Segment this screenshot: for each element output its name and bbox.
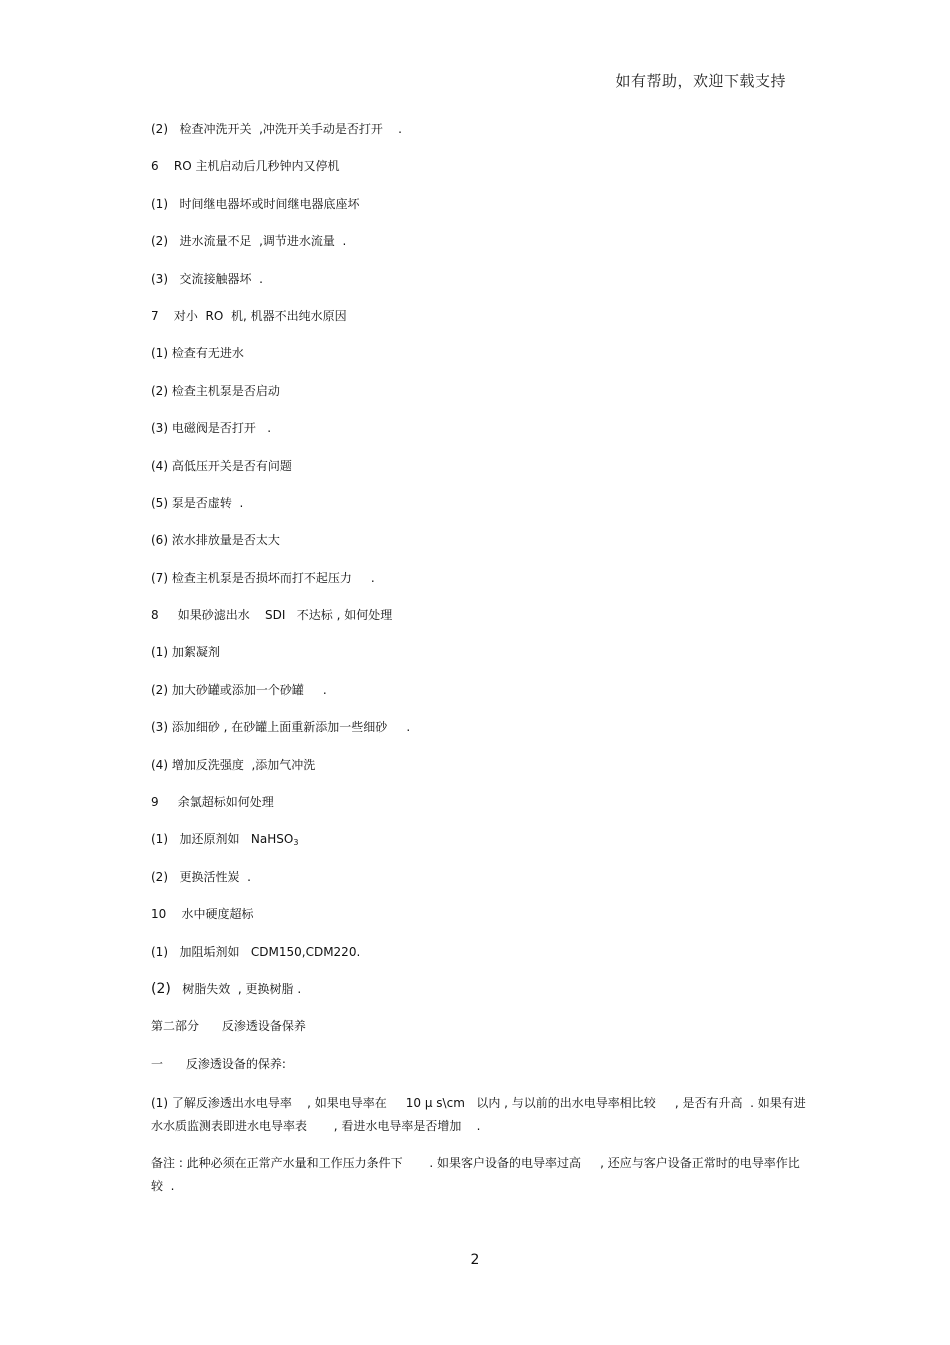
header-note: 如有帮助，欢迎下载支持 [615,72,786,90]
item-number: (1) [151,645,168,660]
item-number: (1) [151,346,168,361]
item-number: (4) [151,757,168,772]
list-item [151,457,811,494]
item-text: 时间继电器坏或时间继电器底座坏 [168,196,360,211]
item-number: (3) [151,421,168,436]
list-item [151,905,811,942]
item-text: 高低压开关是否有问题 [168,458,292,473]
item-text: 树脂失效 , 更换树脂 . [170,981,302,996]
subscript: 3 [293,838,299,848]
paragraph-note: 备注 : 此种必须在正常产水量和工作压力条件下 . 如果客户设备的电导率过高 , 还应与客户设备正常时的电导率作比较 . [151,1156,800,1194]
item-text: 加阻垢剂如 CDM150,CDM220. [168,944,361,959]
list-item [151,270,811,307]
list-item [151,643,811,680]
list-item [151,419,811,456]
item-text: 交流接触器坏 . [168,271,263,286]
item-text: 加还原剂如 NaHSO [168,832,294,847]
list-item [151,120,811,157]
item-number: (6) [151,533,168,548]
item-number: 8 [151,608,159,623]
item-text: 检查主机泵是否启动 [168,383,280,398]
item-text: 加大砂罐或添加一个砂罐 . [168,682,327,697]
item-text: 电磁阀是否打开 . [168,421,272,436]
item-text: 水中硬度超标 [166,907,254,922]
list-item [151,494,811,531]
document-body [151,120,811,1212]
list-item [151,943,811,980]
list-item [151,756,811,793]
list-item [151,793,811,830]
item-text: 进水流量不足 ,调节进水流量 . [168,234,347,249]
item-text: 检查主机泵是否损坏而打不起压力 . [168,570,375,585]
item-text: 检查有无进水 [168,346,244,361]
list-item [151,195,811,232]
item-number: (2) [151,682,168,697]
item-number: (2) [151,122,168,136]
list-item [151,382,811,419]
item-number: (2) [151,234,168,249]
list-item [151,868,811,905]
list-item [151,830,811,867]
list-item [151,681,811,718]
item-number: (4) [151,458,168,473]
item-text: 检查冲洗开关 ,冲洗开关手动是否打开 . [168,122,402,136]
list-item [151,157,811,194]
item-text: 如果砂滤出水 SDI 不达标 , 如何处理 [158,608,393,623]
list-item [151,718,811,755]
item-number: (2) [151,383,168,398]
list-item [151,980,811,1017]
paragraph: (1) 了解反渗透出水电导率 , 如果电导率在 10 μ s\cm 以内 , 与以前的出水电导率相比较 , 是否有升高 . 如果有进水水质监测表即进水电导率表 , 看进水电导率是否增加 . [151,1096,806,1134]
item-number: (3) [151,720,168,735]
item-text: 对小 RO 机, 机器不出纯水原因 [158,308,347,323]
list-item [151,569,811,606]
item-text: 增加反洗强度 ,添加气冲洗 [168,757,316,772]
item-text: RO 主机启动后几秒钟内又停机 [158,159,340,174]
item-number: (5) [151,495,168,510]
item-number: 7 [151,308,159,323]
item-number: (1) [151,832,168,847]
subsection-heading: 一 反渗透设备的保养: [151,1056,286,1071]
item-number: (1) [151,944,168,959]
item-number: (2) [151,980,171,997]
item-number: 6 [151,159,159,174]
item-number: 9 [151,795,159,810]
list-item [151,606,811,643]
item-text: 添加细砂 , 在砂罐上面重新添加一些细砂 . [168,720,411,735]
item-text: 泵是否虚转 . [168,495,244,510]
item-number: 10 [151,907,167,922]
list-item [151,307,811,344]
item-number: (7) [151,570,168,585]
section-heading: 第二部分 反渗透设备保养 [151,1019,306,1034]
page-number: 2 [470,1252,480,1268]
item-text: 浓水排放量是否太大 [168,533,280,548]
list-item [151,232,811,269]
item-number: (2) [151,869,168,884]
list-item [151,344,811,381]
item-number: (3) [151,271,168,286]
item-text: 加絮凝剂 [168,645,220,660]
item-number: (1) [151,196,168,211]
item-text: 更换活性炭 . [168,869,251,884]
list-item [151,531,811,568]
item-text: 余氯超标如何处理 [158,795,274,810]
